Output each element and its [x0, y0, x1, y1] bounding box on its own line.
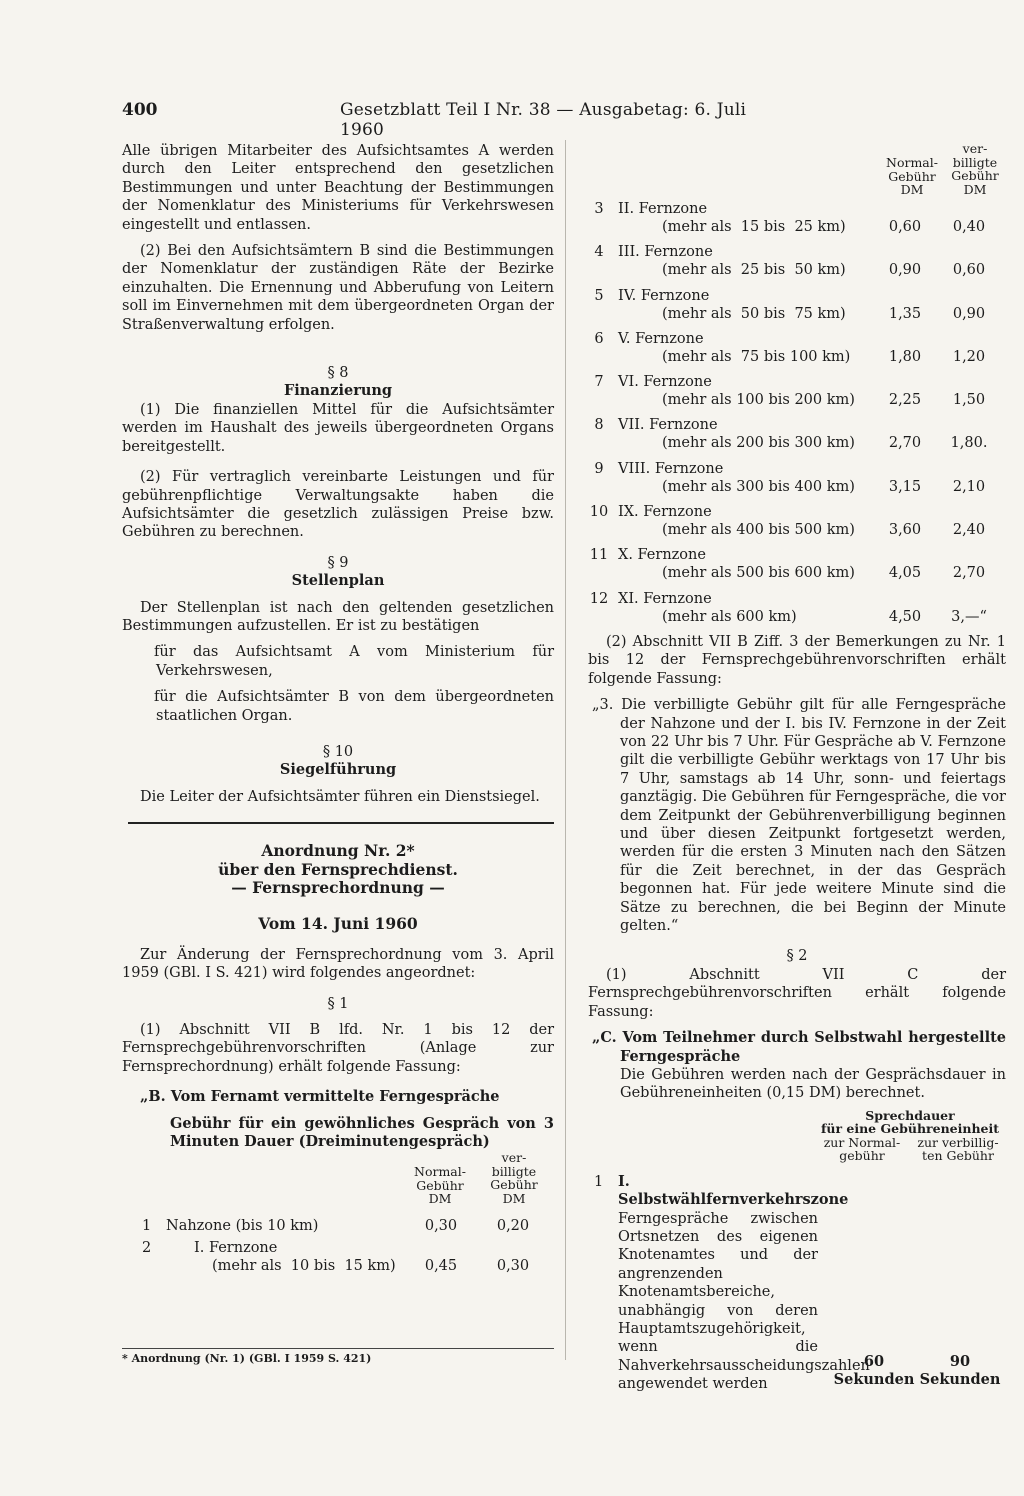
subsection-title: „B. Vom Fernamt vermittelte Ferngespräche: [140, 1088, 500, 1106]
table-row: 1 Nahzone (bis 10 km) 0,30 0,20: [142, 1218, 530, 1235]
column-header-normal: Normal- Gebühr DM: [886, 155, 938, 197]
paragraph: (1) Die finanziellen Mittel für die Aufsichtsämter werden im Haushalt des jeweils übergeordneten Organs bereitgestellt.: [122, 401, 554, 455]
column-header-normal: zur Normal- gebühr: [823, 1134, 901, 1164]
subsection-subtitle: Gebühr für ein gewöhnliches Gespräch von 3 Minuten Dauer (Dreiminutengespräch): [170, 1114, 554, 1151]
order-subtitle: — Fernsprechordnung —: [231, 878, 445, 897]
paragraph: (1) Abschnitt VII B lfd. Nr. 1 bis 12 der Fernsprechgebührenvorschriften (Anlage zur Fernsprechordnung) erhält folgende Fassung:: [122, 1022, 554, 1075]
table-row: 12 XI. Fernzone (mehr als 600 km) 4,50 3,—“: [589, 590, 987, 625]
section-title: Stellenplan: [291, 572, 385, 590]
list-item: für die Aufsichtsämter B von dem übergeordneten staatlichen Organ.: [154, 689, 554, 724]
section-number: § 9: [327, 554, 349, 571]
page-header: [122, 100, 782, 140]
subsection-title: „C. Vom Teilnehmer durch Selbstwahl hergestellte Ferngespräche: [592, 1029, 1006, 1065]
paragraph: Die Leiter der Aufsichtsämter führen ein Dienstsiegel.: [140, 788, 540, 805]
section-number: § 2: [786, 948, 808, 965]
order-date: Vom 14. Juni 1960: [258, 914, 418, 934]
table-row: 11 X. Fernzone (mehr als 500 bis 600 km) 4,05 2,70: [589, 547, 986, 582]
column-divider: [565, 140, 566, 1360]
section-number: § 10: [322, 743, 354, 760]
page-number: 400: [122, 100, 158, 120]
section-number: § 1: [327, 995, 349, 1012]
section-title: Siegelführung: [279, 761, 397, 779]
quoted-paragraph: „3. Die verbilligte Gebühr gilt für alle Ferngespräche der Nahzone und der I. bis IV. Fernzone in der Zeit von 22 Uhr bis 7 Uhr. Für Gespräche ab V. Fernzone gilt die verbilligte Gebühr werktags von 17 Uhr bis 7 Uhr, samstags ab 14 Uhr, sonn- und feiertags ganztägig. Die Gebühren für Ferngespräche, die vor dem Zeitpunkt der Gebührenverbilligung beginnen und über diesen Zeitpunkt fortgesetzt werden, werden für die ersten 3 Minuten nach den Sätzen für die Zeit berechnet, in der das Gespräch begonnen hat. Für jede weitere Minute sind die Sätze zu berechnen, die bei Beginn der Minute gelten.“: [592, 697, 1006, 935]
paragraph: (1) Abschnitt VII C der Fernsprechgebührenvorschriften erhält folgende Fassung:: [588, 966, 1006, 1020]
table-row: 5 IV. Fernzone (mehr als 50 bis 75 km) 1,35 0,90: [594, 287, 986, 322]
table-row: 6 V. Fernzone (mehr als 75 bis 100 km) 1,80 1,20: [594, 330, 986, 365]
left-column: [122, 142, 554, 1279]
column-header-reduced: ver- billigte Gebühr DM: [490, 1150, 538, 1206]
table-row: 10 IX. Fernzone (mehr als 400 bis 500 km) 3,60 2,40: [589, 504, 986, 539]
paragraph: (2) Bei den Aufsichtsämtern B sind die Bestimmungen der Nomenklatur der zuständigen Räte der Bezirke einzuhalten. Die Ernennung und Abberufung von Leitern soll im Einvernehmen mit dem übergeordneten Organ der Straßenverwaltung erfolgen.: [122, 243, 554, 333]
zone-description: I. Selbstwählfernverkehrszone Ferngespräche zwischen Ortsnetzen des eigenen Knotenamtes und der angrenzenden Knotenamtsbereiche, unabhängig von deren Hauptamtszugehörigkeit, wenn die Nahverkehrsausscheidungszahlen angewendet werden: [618, 1172, 870, 1393]
paragraph: (2) Für vertraglich vereinbarte Leistungen und für gebührenpflichtige Verwaltungsakte haben die Aufsichtsämter die gesetzlich zulässigen Preise bzw. Gebühren zu berechnen.: [122, 469, 554, 541]
section-title: Finanzierung: [283, 382, 393, 400]
paragraph: (2) Abschnitt VII B Ziff. 3 der Bemerkungen zu Nr. 1 bis 12 der Fernsprechgebührenvorschriften erhält folgende Fassung:: [588, 633, 1006, 687]
table-row: 7 VI. Fernzone (mehr als 100 bis 200 km) 2,25 1,50: [594, 374, 986, 409]
section-rule: [128, 822, 554, 824]
list-item: für das Aufsichtsamt A vom Ministerium für Verkehrswesen,: [154, 644, 554, 679]
footnote: * Anordnung (Nr. 1) (GBl. I 1959 S. 421): [122, 1348, 554, 1365]
paragraph: Zur Änderung der Fernsprechordnung vom 3. April 1959 (GBl. I S. 421) wird folgendes angeordnet:: [122, 946, 554, 982]
section-number: § 8: [327, 365, 349, 382]
table-row: 8 VII. Fernzone (mehr als 200 bis 300 km) 2,70 1,80.: [594, 417, 988, 452]
column-header-reduced: zur verbillig- ten Gebühr: [917, 1134, 999, 1164]
table-row: 1 I. Selbstwählfernverkehrszone Ferngespräche zwischen Ortsnetzen des eigenen Knotenamtes und der angrenzenden Knotenamtsbereiche, unabhängig von deren Hauptamtszugehörigkeit, wenn die Nahverkehrsausscheidungszahlen angewendet werden 60 Sekunden 90 Sekunden: [594, 1172, 1001, 1393]
table-row: 3 II. Fernzone (mehr als 15 bis 25 km) 0,60 0,40: [594, 201, 986, 235]
column-header-duration: Sprechdauer für eine Gebühreneinheit: [820, 1107, 1000, 1137]
table-row: 4 III. Fernzone (mehr als 25 bis 50 km) 0,90 0,60: [594, 244, 986, 279]
gazette-title: Gesetzblatt Teil I Nr. 38 — Ausgabetag: 6. Juli 1960: [340, 100, 747, 140]
fee-table-header: [122, 1151, 554, 1209]
paragraph: Alle übrigen Mitarbeiter des Aufsichtsamtes A werden durch den Leiter entsprechend den gesetzlichen Bestimmungen und unter Beachtung der Bestimmungen der Nomenklatur des Ministeriums für Verkehrswesen eingestellt und entlassen.: [122, 143, 554, 233]
column-header-reduced: ver- billigte Gebühr DM: [951, 141, 999, 197]
selfdial-table-header: [588, 1109, 1006, 1173]
right-column: [588, 141, 1006, 1393]
order-title: Anordnung Nr. 2*: [261, 841, 415, 861]
fee-table: [588, 200, 1006, 633]
column-header-normal: Normal- Gebühr DM: [414, 1164, 466, 1207]
paragraph: Die Gebühren werden nach der Gesprächsdauer in Gebühreneinheiten (0,15 DM) berechnet.: [620, 1066, 1006, 1102]
paragraph: Der Stellenplan ist nach den geltenden gesetzlichen Bestimmungen aufzustellen. Er ist zu bestätigen: [122, 599, 554, 634]
order-title: über den Fernsprechdienst.: [218, 859, 458, 879]
fee-table-header: [588, 142, 1006, 200]
table-row: 2 I. Fernzone (mehr als 10 bis 15 km) 0,45 0,30: [142, 1240, 530, 1275]
table-row: 9 VIII. Fernzone (mehr als 300 bis 400 km) 3,15 2,10: [594, 460, 986, 495]
